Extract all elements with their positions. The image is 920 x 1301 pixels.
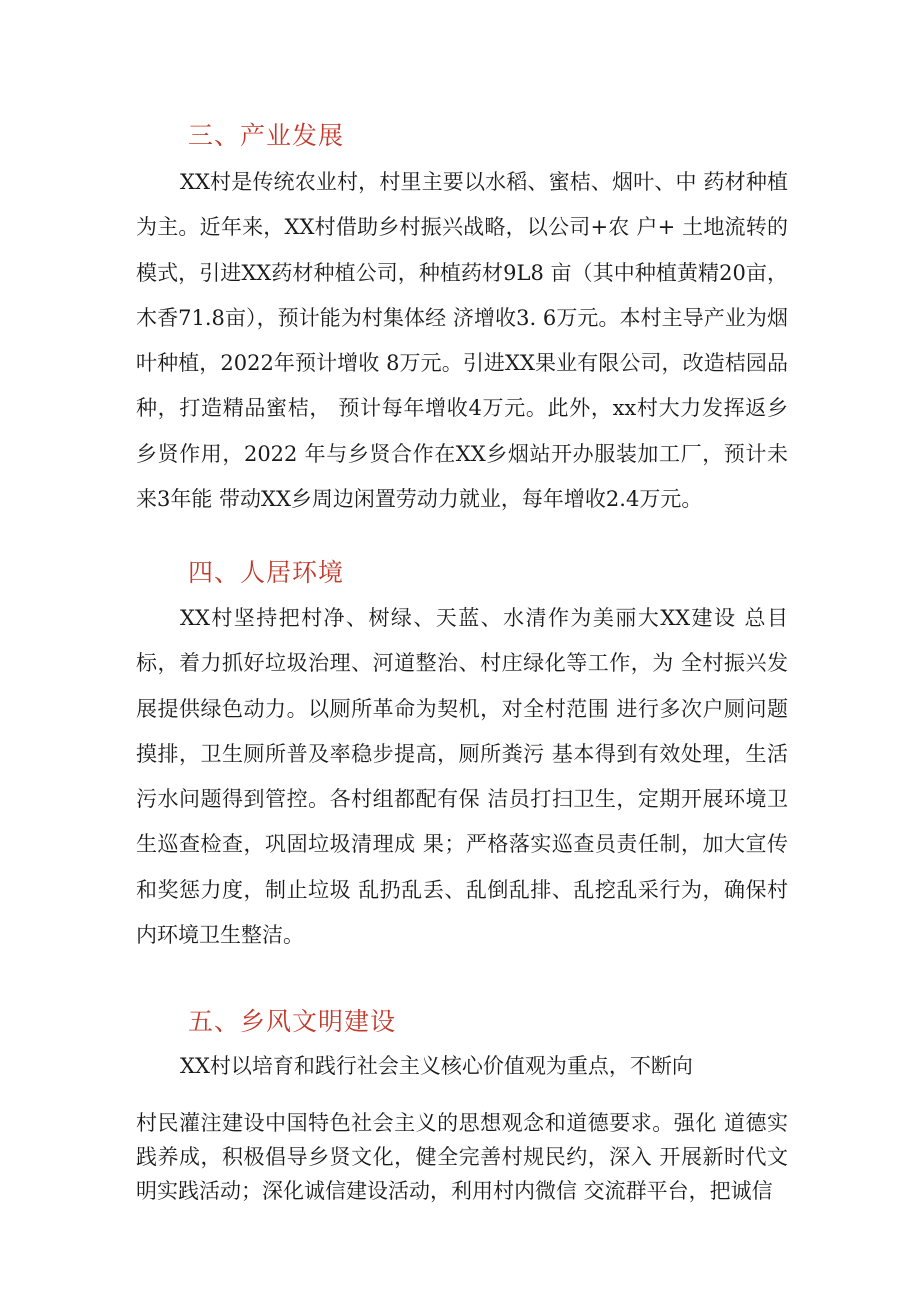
section-heading-rural-civilization: 五、乡风文明建设: [188, 1007, 397, 1036]
section-paragraph-rural-civilization-first-line: XX村以培育和践行社会主义核心价值观为重点，不断向: [180, 1054, 693, 1078]
section-heading-industry: 三、产业发展: [188, 121, 345, 150]
section-paragraph-rural-civilization: 村民灌注建设中国特色社会主义的思想观念和道德要求。强化 道德实践养成，积极倡导乡贤文化，健全完善村规民约，深入 开展新时代文明实践活动；深化诚信建设活动，利用村内微信 交流群平台，把诚信: [136, 1111, 788, 1203]
section-heading-living-environment: 四、人居环境: [188, 558, 345, 587]
section-paragraph-industry: XX村是传统农业村，村里主要以水稻、蜜桔、烟叶、中 药材种植为主。近年来，XX村借助乡村振兴战略，以公司+农 户+ 土地流转的模式，引进XX药材种植公司，种植药材9L8 亩（其中种植黄精20亩，木香71.8亩），预计能为村集体经 济增收3. 6万元。本村主导产业为烟叶种植，2022年预计增收 8万元。引进XX果业有限公司，改造桔园品种，打造精品蜜桔， 预计每年增收4万元。此外，xx村大力发挥返乡乡贤作用，2022 年与乡贤合作在XX乡烟站开办服装加工厂，预计未来3年能 带动XX乡周边闲置劳动力就业，每年增收2.4万元。: [136, 170, 788, 512]
section-paragraph-living-environment: XX村坚持把村净、树绿、天蓝、水清作为美丽大XX建设 总目标，着力抓好垃圾治理、河道整治、村庄绿化等工作，为 全村振兴发展提供绿色动力。以厕所革命为契机，对全村范围 进行多次户厕问题摸排，卫生厕所普及率稳步提高，厕所粪污 基本得到有效处理，生活污水问题得到管控。各村组都配有保 洁员打扫卫生，定期开展环境卫生巡查检查，巩固垃圾清理成 果；严格落实巡查员责任制，加大宣传和奖惩力度，制止垃圾 乱扔乱丢、乱倒乱排、乱挖乱采行为，确保村内环境卫生整洁。: [136, 606, 788, 948]
